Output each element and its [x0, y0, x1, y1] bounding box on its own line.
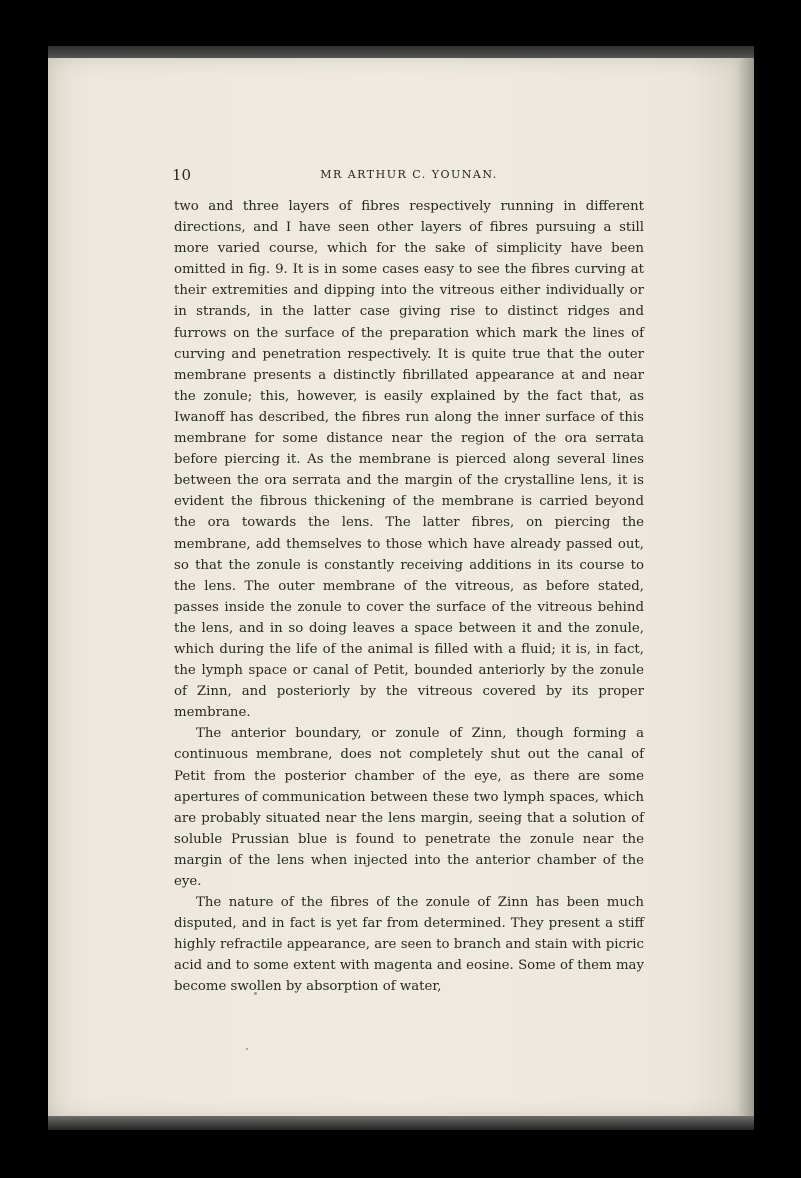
book-edge-bottom	[48, 1116, 754, 1130]
page-header	[172, 166, 646, 186]
paragraph: The anterior boundary, or zonule of Zinn, though forming a continuous membrane, does not completely shut out the canal of Petit from the posterior chamber of the eye, as there are some apertures of communication between these two lymph spaces, which are probably situated near the lens margin, seeing that a solution of soluble Prussian blue is found to penetrate the zonule near the margin of the lens when injected into the anterior chamber of the eye.	[174, 726, 644, 889]
paper-speck	[246, 1048, 248, 1050]
book-edge-right	[738, 58, 754, 1118]
paragraph: two and three layers of fibres respectively running in different directions, and I have seen other layers of fibres pursuing a still more varied course, which for the sake of simplicity have been omitted in fig. 9. It is in some cases easy to see the fibres curving at their extremities and dipping into the vitreous either individually or in strands, in the latter case giving rise to distinct ridges and furrows on the surface of the preparation which mark the lines of curving and penetration respectively. It is quite true that the outer membrane presents a distinctly fibrillated appearance at and near the zonule; this, however, is easily explained by the fact that, as Iwanoff has described, the fibres run along the inner surface of this membrane for some distance near the region of the ora serrata before piercing it. As the membrane is pierced along several lines between the ora serrata and the margin of the crystalline lens, it is evident the fibrous thickening of the membrane is carried beyond the ora towards the lens. The latter fibres, on piercing the membrane, add themselves to those which have already passed out, so that the zonule is constantly receiving additions in its course to the lens. The outer membrane of the vitreous, as before stated, passes inside the zonule to cover the surface of the vitreous behind the lens, and in so doing leaves a space between it and the zonule, which during the life of the animal is filled with a fluid; it is, in fact, the lymph space or canal of Petit, bounded anteriorly by the zonule of Zinn, and posteriorly by the vitreous covered by its proper membrane.	[174, 199, 644, 721]
page-number: 10	[172, 166, 192, 184]
running-head: MR ARTHUR C. YOUNAN.	[320, 168, 498, 181]
paragraph: The nature of the fibres of the zonule of Zinn has been much disputed, and in fact is yet far from determined. They present a stiff highly refractile appearance, are seen to branch and stain with picric acid and to some extent with magenta and eosine. Some of them may become swollen by absorption of water,	[174, 895, 644, 995]
body-text	[174, 196, 644, 998]
